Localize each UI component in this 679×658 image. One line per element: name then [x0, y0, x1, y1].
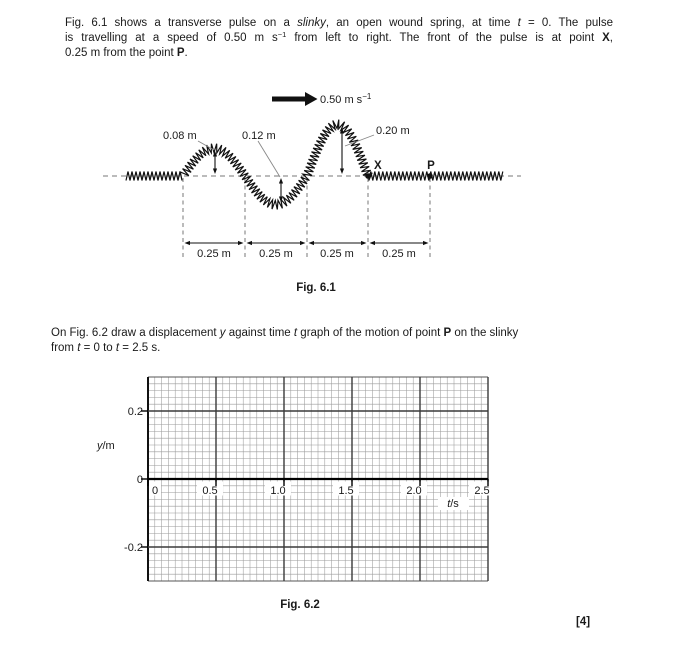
arrowhead	[300, 241, 306, 245]
marks-badge: [4]	[576, 616, 591, 628]
text-run: 0.25 m from the point	[65, 47, 177, 59]
text-run: = 0. The pulse	[520, 17, 614, 29]
paragraph1-line1	[65, 16, 613, 31]
grid-lines-layer	[148, 377, 488, 581]
point-x-dot	[365, 173, 371, 179]
fig-6-1-caption: Fig. 6.1	[296, 282, 336, 294]
x-tick-1-0: 1.0	[270, 485, 286, 497]
arrowhead	[247, 241, 253, 245]
text-run-italic-t: t	[293, 327, 298, 339]
paragraph2-line1	[51, 326, 617, 341]
slinky-drawing-layer	[103, 92, 521, 260]
text-run-bold-P: P	[443, 327, 452, 339]
distance-label-2: 0.25 m	[259, 248, 293, 260]
arrowhead	[309, 241, 315, 245]
velocity-arrow	[272, 92, 318, 106]
speed-label: 0.50 m $s^{-1}$	[320, 92, 372, 106]
distance-label-3: 0.25 m	[320, 248, 354, 260]
pointer-line	[258, 141, 280, 177]
paragraph2-line2	[51, 341, 617, 356]
y-tick-0: 0	[136, 474, 143, 486]
text-run: = 0 to	[80, 342, 116, 354]
arrowhead	[279, 178, 283, 184]
point-x-label: X	[374, 160, 382, 172]
text-run: On Fig. 6.2 draw a displacement	[51, 327, 220, 339]
text-run: from	[51, 342, 78, 354]
text-run: ,	[609, 32, 613, 44]
arrowhead	[213, 169, 217, 175]
text-run: from left to right. The front of the pulse is at point	[286, 32, 603, 44]
paragraph1-line3	[65, 46, 613, 61]
height-label-0-08: 0.08 m	[163, 130, 197, 142]
text-run-bold-X: X	[602, 32, 610, 44]
point-p-label: P	[427, 160, 435, 172]
text-run-bold-P: P	[176, 47, 185, 59]
text-run: .	[184, 47, 188, 59]
text-run-italic-slinky: slinky	[297, 17, 326, 29]
distance-label-4: 0.25 m	[382, 248, 416, 260]
text-run-italic-t: t	[77, 342, 81, 354]
x-tick-2-5: 2.5	[474, 485, 490, 497]
text-run: on the slinky	[451, 327, 519, 339]
y-tick-0-2: 0.2	[127, 406, 143, 418]
x-tick-0-5: 0.5	[202, 485, 218, 497]
x-tick-1-5: 1.5	[338, 485, 354, 497]
text-run: = 2.5 s.	[119, 342, 161, 354]
text-run-italic-y: y	[219, 327, 226, 339]
y-axis-title: y/m	[97, 440, 115, 452]
point-p-dot	[427, 173, 433, 179]
arrowhead	[238, 241, 244, 245]
question-paragraph-1	[65, 16, 613, 61]
arrowhead	[370, 241, 376, 245]
x-axis-title: t/s	[447, 498, 459, 510]
x-tick-2-0: 2.0	[406, 485, 422, 497]
y-tick-neg-0-2: -0.2	[124, 542, 143, 554]
distance-label-1: 0.25 m	[197, 248, 231, 260]
text-run-italic-t: t	[115, 342, 120, 354]
fig-6-2-answer-grid[interactable]	[0, 370, 679, 595]
height-label-0-20: 0.20 m	[376, 125, 410, 137]
text-run: graph of the motion of point	[297, 327, 444, 339]
superscript-minus-one: −1	[277, 30, 287, 39]
arrowhead	[340, 169, 344, 175]
text-run: against time	[225, 327, 294, 339]
arrowhead	[361, 241, 367, 245]
text-run: is travelling at a speed of 0.50 m s	[65, 32, 278, 44]
x-tick-0: 0	[151, 485, 159, 497]
text-run-italic-t: t	[517, 17, 521, 29]
height-label-0-12: 0.12 m	[242, 130, 276, 142]
fig-6-2-caption: Fig. 6.2	[280, 599, 320, 611]
question-paragraph-2	[51, 326, 617, 356]
fig-6-1-slinky-diagram	[0, 85, 679, 285]
text-run: Fig. 6.1 shows a transverse pulse on a	[65, 17, 298, 29]
text-run: , an open wound spring, at time	[325, 17, 518, 29]
arrowhead	[185, 241, 191, 245]
paragraph1-line2	[65, 31, 613, 46]
arrowhead	[423, 241, 429, 245]
